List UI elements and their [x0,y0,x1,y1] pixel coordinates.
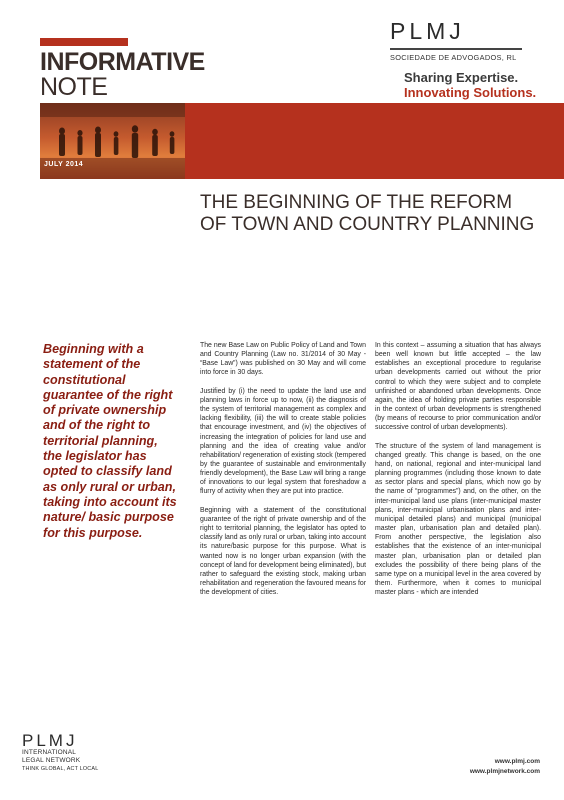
banner-red-panel [185,103,564,179]
paragraph: In this context – assuming a situation that has always been well known but little accepted – the law establishes an exceptional procedure to regularise urban developments carried out without the prior control to which they were subject and to complete unfinished or abandoned urban developments. Once again, the idea of holding private parties responsible in the context of urban developments is strengthened (by means of recourse to prior communication and/or successive control of urban developments). [375,342,541,432]
top-accent-rule [40,38,128,46]
body-column-left [200,341,366,606]
paragraph: Justified by (i) the need to update the land use and planning laws in force up to now, (ii) the diagnosis of the system of territorial management as complex and lacking flexibility, (iii) the will to create stable policies that encourage investment, and (iv) the objectives of increasing the integration of policies for land use and planning and the idea of creating value and/or rehabilitation/ regeneration of existing stock (tempered by the guarantee of sustainable and environmentally friendly development), the Base Law will bring a range of innovations to our legal system that foreshadow a flurry of activity when they are put into practice. [200,387,366,496]
website-link[interactable]: www.plmj.com [494,758,540,765]
document-type-title [40,50,205,100]
title-line-2: NOTE [40,73,108,101]
section-banner [40,103,564,179]
footer-links [470,757,540,777]
pull-quote: Beginning with a statement of the constitutional guarantee of the right of private ownership and of the right to territorial planning, the legislator has opted to classify land as only rural or urban, taking into account its nature/ basic purpose for this purpose. [43,342,177,540]
footer-logo-mark: PLMJ [22,731,78,750]
footer-network-logo [22,732,142,773]
body-column-right [375,341,541,607]
banner-photo [40,103,185,179]
brand-logo: PLMJ [390,18,465,44]
footer-network-line-2: LEGAL NETWORK [22,756,81,764]
paragraph: Beginning with a statement of the constitutional guarantee of the right of private ownership and of the right to territorial planning, the legislator has opted to classify land as only rural or urban, taking into account its nature/basic purpose for this purpose. What is wanted now is no longer urban expansion (with the concept of land for development being eliminated), but rather to safeguard the existing stock, making urban rehabilitation and regeneration the favoured means for the development of cities. [200,506,366,597]
brand-block [390,18,530,62]
paragraph: The structure of the system of land management is changed greatly. This change is based, on the one hand, on national, regional and inter-municipal land planning programmes (including those known to date as sector plans and special plans, which now go by the name of “programmes”) and, on the other, on the inter-municipal land use plans (inter-municipal master plans, inter-municipal urbanisation plans and inter-municipal detailed plans) and municipal (municipal master plan, urbanisation plan and detailed plan). From another perspective, the legislation also establishes that the existence of an inter-municipal master plan, urbanisation plan or detailed plan excludes the possibility of there being plans of the same type on a municipal level in the area covered by them. Furthermore, when it comes to municipal master plans - which are intended [375,442,541,597]
brand-subtitle: SOCIEDADE DE ADVOGADOS, RL [390,53,517,62]
brand-divider [390,48,522,50]
footer-network-line-1: INTERNATIONAL [22,749,77,756]
paragraph: The new Base Law on Public Policy of Land and Town and Country Planning (Law no. 31/2014 of 30 May - “Base Law”) was published on 30 May and will come into force in 30 days. [200,342,366,377]
title-line-1: INFORMATIVE [40,48,205,76]
article-headline: THE BEGINNING OF THE REFORM OF TOWN AND COUNTRY PLANNING [200,192,535,235]
tagline-line-2: Innovating Solutions. [404,85,537,100]
publication-date: JULY 2014 [44,161,84,168]
tagline [404,70,536,100]
footer-slogan: THINK GLOBAL, ACT LOCAL [22,766,99,772]
tagline-line-1: Sharing Expertise. [404,70,519,85]
section-label: PUBLIC LAW [168,30,264,47]
network-website-link[interactable]: www.plmjnetwork.com [469,768,540,775]
